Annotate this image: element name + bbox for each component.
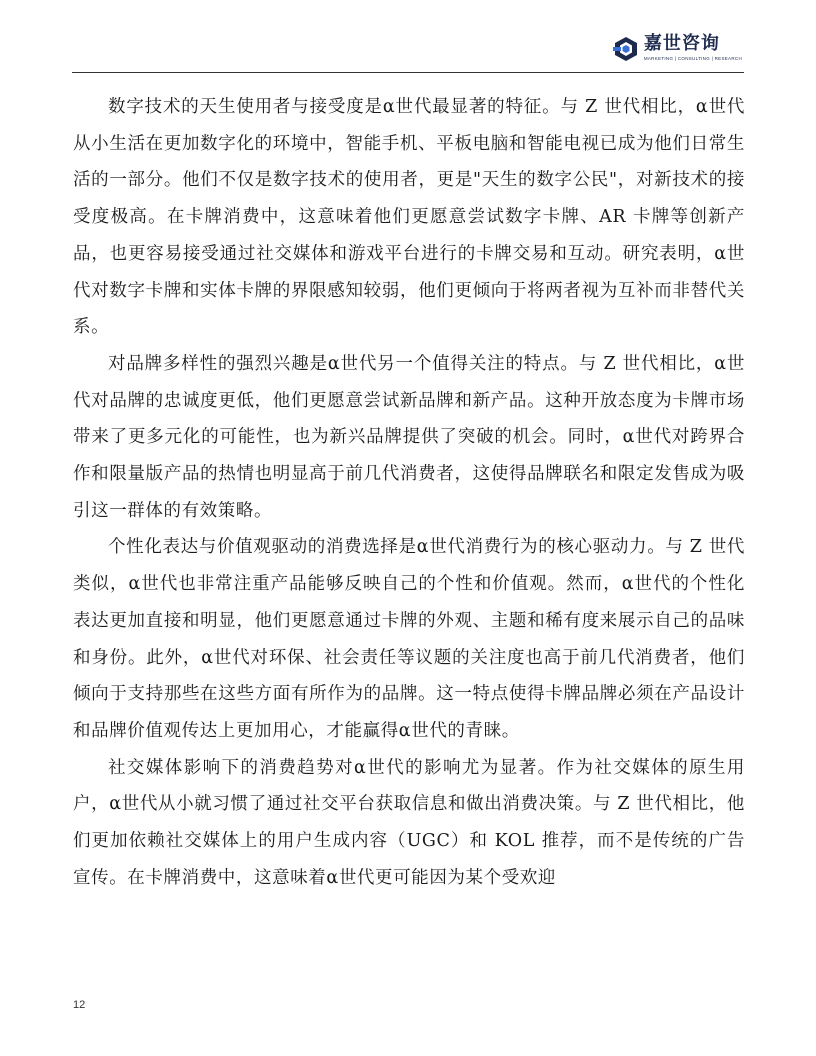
jiashi-logo-icon	[613, 36, 639, 62]
paragraph: 个性化表达与价值观驱动的消费选择是α世代消费行为的核心驱动力。与 Z 世代类似，α世代也非常注重产品能够反映自己的个性和价值观。然而，α世代的个性化表达更加直接和明显，他们更愿意通过卡牌的外观、主题和稀有度来展示自己的品味和身份。此外，α世代对环保、社会责任等议题的关注度也高于前几代消费者，他们倾向于支持那些在这些方面有所作为的品牌。这一特点使得卡牌品牌必须在产品设计和品牌价值观传达上更加用心，才能赢得α世代的青睐。	[73, 537, 745, 741]
paragraph: 数字技术的天生使用者与接受度是α世代最显著的特征。与 Z 世代相比，α世代从小生活在更加数字化的环境中，智能手机、平板电脑和智能电视已成为他们日常生活的一部分。他们不仅是数字技术的使用者，更是"天生的数字公民"，对新技术的接受度极高。在卡牌消费中，这意味着他们更愿意尝试数字卡牌、AR 卡牌等创新产品，也更容易接受通过社交媒体和游戏平台进行的卡牌交易和互动。研究表明，α世代对数字卡牌和实体卡牌的界限感知较弱，他们更倾向于将两者视为互补而非替代关系。	[73, 97, 745, 338]
paragraph: 社交媒体影响下的消费趋势对α世代的影响尤为显著。作为社交媒体的原生用户，α世代从小就习惯了通过社交平台获取信息和做出消费决策。与 Z 世代相比，他们更加依赖社交媒体上的用户生成内容（UGC）和 KOL 推荐，而不是传统的广告宣传。在卡牌消费中，这意味着α世代更可能因为某个受欢迎	[73, 757, 745, 888]
company-name: 嘉世咨询	[643, 33, 720, 54]
paragraph: 对品牌多样性的强烈兴趣是α世代另一个值得关注的特点。与 Z 世代相比，α世代对品牌的忠诚度更低，他们更愿意尝试新品牌和新产品。这种开放态度为卡牌市场带来了更多元化的可能性，也为新兴品牌提供了突破的机会。同时，α世代对跨界合作和限量版产品的热情也明显高于前几代消费者，这使得品牌联名和限定发售成为吸引这一群体的有效策略。	[73, 353, 745, 521]
company-logo	[613, 34, 742, 68]
page-header	[72, 0, 744, 73]
page-number: 12	[73, 999, 86, 1011]
company-tagline: MARKETING | CONSULTING | RESEARCH	[643, 56, 742, 61]
article-body	[73, 89, 745, 896]
